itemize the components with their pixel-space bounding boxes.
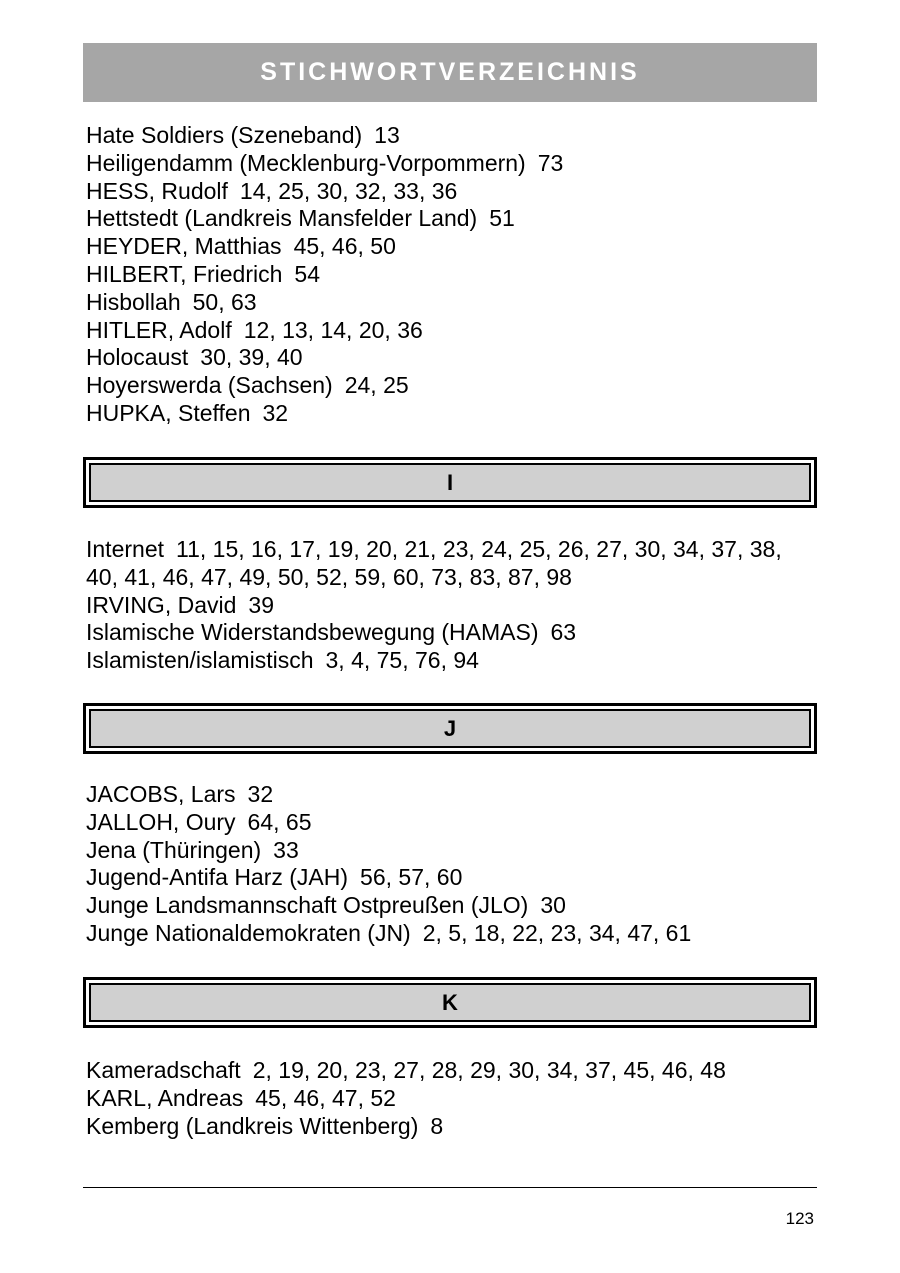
index-entry	[86, 344, 816, 372]
letter-label: I	[446, 469, 454, 495]
index-entry	[86, 205, 816, 233]
index-entry	[86, 536, 816, 592]
entry-term: Hettstedt (Landkreis Mansfelder Land)	[86, 205, 478, 232]
entry-term: IRVING, David	[86, 591, 237, 618]
entry-pages: 33	[273, 836, 299, 863]
index-section-i	[86, 536, 816, 675]
entry-term: Jena (Thüringen)	[86, 836, 262, 863]
entry-term: HITLER, Adolf	[86, 316, 232, 343]
entry-term: Kameradschaft	[86, 1057, 241, 1083]
entry-pages: 56, 57, 60	[360, 864, 463, 891]
entry-pages: 54	[294, 260, 321, 287]
entry-pages: 30	[540, 892, 566, 919]
index-entry	[86, 920, 816, 948]
index-entry	[86, 619, 816, 647]
index-entry	[86, 781, 816, 809]
entry-term: Heiligendamm (Mecklenburg-Vorpommern)	[86, 149, 526, 176]
letter-heading-panel	[89, 983, 811, 1022]
index-entry	[86, 122, 816, 150]
index-entry	[86, 647, 816, 675]
entry-pages: 2, 5, 18, 22, 23, 34, 47, 61	[422, 919, 692, 946]
index-entry	[86, 1085, 816, 1113]
entry-term: Junge Nationaldemokraten (JN)	[86, 919, 411, 946]
entry-term: Jugend-Antifa Harz (JAH)	[86, 864, 349, 891]
index-entry	[86, 233, 816, 261]
index-entry	[86, 1113, 816, 1141]
entry-pages: 63	[550, 619, 577, 646]
entry-pages: 8	[430, 1112, 444, 1139]
entry-pages: 45, 46, 47, 52	[255, 1084, 396, 1111]
letter-heading-j	[83, 703, 817, 754]
letter-heading-i	[83, 457, 817, 508]
page-number: 123	[785, 1209, 814, 1228]
entry-term: HUPKA, Steffen	[86, 399, 251, 426]
entry-term: JACOBS, Lars	[86, 781, 236, 807]
letter-heading-panel	[89, 463, 811, 502]
index-section-h	[86, 122, 816, 428]
entry-pages: 45, 46, 50	[293, 233, 396, 260]
index-section-k	[86, 1057, 816, 1140]
entry-term: Internet	[86, 536, 164, 562]
index-entry	[86, 809, 816, 837]
index-section-j	[86, 781, 816, 948]
index-entry	[86, 1057, 816, 1085]
index-entry	[86, 837, 816, 865]
entry-pages: 30, 39, 40	[200, 344, 303, 371]
index-title-banner	[83, 43, 817, 102]
entry-pages: 14, 25, 30, 32, 33, 36	[239, 177, 458, 204]
entry-pages: 11, 15, 16, 17, 19, 20, 21, 23, 24, 25, 26, 27, 30, 34, 37, 38, 40, 41, 46, 47, 49, 50, 52, 59, 60, 73, 83, 87, 98	[86, 536, 782, 590]
entry-pages: 50, 63	[192, 288, 257, 315]
entry-term: Hisbollah	[86, 288, 181, 315]
entry-term: JALLOH, Oury	[86, 808, 236, 835]
entry-term: Islamische Widerstandsbewegung (HAMAS)	[86, 619, 539, 646]
entry-term: Hate Soldiers (Szeneband)	[86, 122, 363, 148]
index-entry	[86, 261, 816, 289]
index-title: STICHWORTVERZEICHNIS	[260, 58, 640, 86]
entry-term: KARL, Andreas	[86, 1084, 244, 1111]
index-entry	[86, 400, 816, 428]
entry-pages: 73	[537, 149, 564, 176]
entry-pages: 51	[489, 205, 515, 232]
entry-term: HESS, Rudolf	[86, 177, 228, 204]
entry-term: Islamisten/islamistisch	[86, 647, 314, 674]
index-entry	[86, 289, 816, 317]
index-entry	[86, 317, 816, 345]
entry-pages: 39	[248, 591, 274, 618]
entry-pages: 64, 65	[247, 808, 312, 835]
entry-term: Holocaust	[86, 344, 189, 371]
entry-pages: 12, 13, 14, 20, 36	[243, 316, 423, 343]
index-entry	[86, 892, 816, 920]
entry-pages: 24, 25	[344, 372, 409, 399]
index-entry	[86, 178, 816, 206]
entry-term: Junge Landsmannschaft Ostpreußen (JLO)	[86, 892, 529, 919]
letter-heading-panel	[89, 709, 811, 748]
entry-pages: 32	[262, 399, 289, 426]
entry-pages: 3, 4, 75, 76, 94	[325, 647, 479, 674]
index-entry	[86, 372, 816, 400]
index-entry	[86, 864, 816, 892]
letter-label: K	[442, 989, 458, 1015]
footer-divider	[83, 1187, 817, 1188]
index-entry	[86, 150, 816, 178]
entry-pages: 32	[247, 781, 274, 807]
index-entry	[86, 592, 816, 620]
entry-term: Hoyerswerda (Sachsen)	[86, 372, 333, 399]
entry-pages: 13	[374, 122, 400, 148]
entry-term: HEYDER, Matthias	[86, 233, 282, 260]
letter-label: J	[443, 715, 457, 741]
entry-pages: 2, 19, 20, 23, 27, 28, 29, 30, 34, 37, 45, 46, 48	[252, 1057, 726, 1083]
entry-term: Kemberg (Landkreis Wittenberg)	[86, 1112, 419, 1139]
letter-heading-k	[83, 977, 817, 1028]
entry-term: HILBERT, Friedrich	[86, 260, 283, 287]
